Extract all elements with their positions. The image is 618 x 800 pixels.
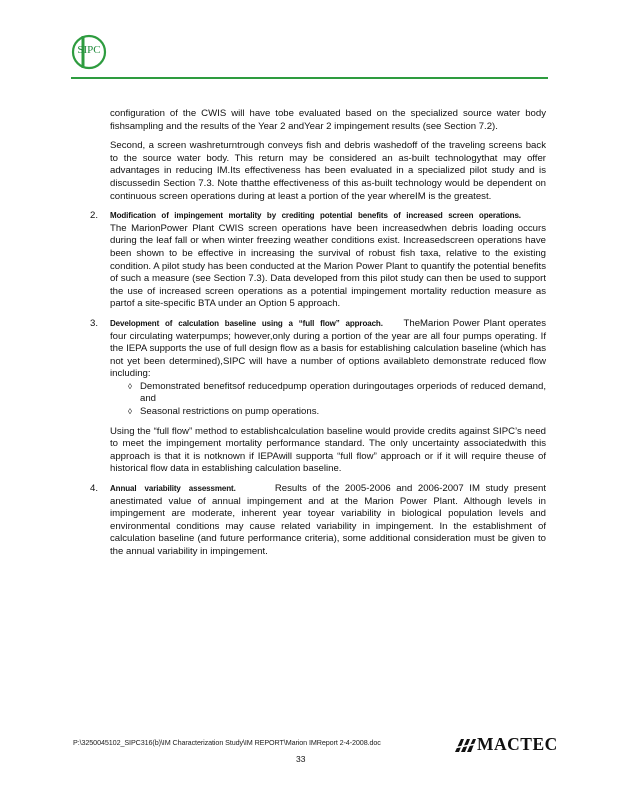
file-path: P:\3250045102_SIPC316(b)\IM Characterization Study\IM REPORT\Marion IMReport 2-4-2008.doc (73, 738, 381, 747)
bullet-item (128, 381, 546, 406)
numbered-item (90, 317, 546, 476)
paragraph: configuration of the CWIS will have tobe evaluated based on the specialized source water body fishsampling and the results of the Year 2 andYear 2 impingement results (see Section 7.2). (110, 108, 546, 132)
bullet-text: Demonstrated benefitsof reducedpump operation duringoutages orperiods of reduced demand, and (140, 380, 546, 405)
numbered-item (90, 483, 546, 559)
sipc-logo (70, 33, 108, 71)
bullet-text: Seasonal restrictions on pump operations. (140, 406, 320, 418)
company-name: MACTEC (477, 734, 558, 754)
item-heading: Development of calculation baseline using a “full flow” approach. (110, 318, 383, 328)
item-number: 4. (90, 483, 99, 495)
item-text: The MarionPower Plant CWIS screen operations have been increasedwhen debris loading occurs during the leaf fall or when winter freezing weather conditions exist. Increasedscreen operations have been shown to be effective in increasing the survival of robust fish taxa, relative to the existing condition. A pilot study has been conducted at the Marion Power Plant to quantify the potential benefits of such a measure (see Section 7.3). Data developed from this pilot study can then be used to support the use of increased screen operations as a potential impingement mortality reduction measure as partof a site-specific BTA under an Option 5 approach. (110, 222, 546, 310)
mactec-mark-icon (453, 736, 477, 754)
bullet-item (128, 406, 546, 419)
item-number: 2. (90, 210, 99, 222)
page-number: 33 (296, 754, 306, 764)
mactec-logo (453, 734, 558, 755)
logo-text: SIPC (77, 44, 101, 56)
item-text: Results of the 2005-2006 and 2006-2007 IM study present anestimated value of annual impingement and at the Marion Power Plant. Although levels in impingement are moderate, inherent year toyear variability in biological population levels and environmental conditions may cause related variability in impingement. In the establishment of calculation baseline (and future performance criteria), some additional consideration must be given to the annual variability in impingement. (110, 483, 546, 557)
item-text: TheMarion Power Plant operates four circulating waterpumps; however,only during a portion of the year are all four pumps operating. If the IEPA supports the use of full design flow as a basis for establishing calculation baseline (which has not yet been determined),SIPC will have a number of options availableto demonstrate reduced flow including: (110, 317, 546, 380)
numbered-item (90, 210, 546, 311)
bullet-icon: ◊ (128, 407, 132, 417)
item-number: 3. (90, 317, 99, 329)
paragraph: Using the “full flow” method to establishcalculation baseline would provide credits against SIPC’s need to meet the impingement mortality performance standard. The only uncertainty associatedwith this approach is that it is notknown if IEPAwill supporta “full flow” approach or if it will require theuse of historical flow data in establishing calculation baseline. (110, 425, 546, 475)
item-heading: Modification of impingement mortality by crediting potential benefits of increased screen operations. (110, 211, 521, 221)
paragraph: Second, a screen washreturntrough conveys fish and debris washedoff of the traveling screens back to the source water body. This return may be considered an as-built technologythat may offer advantages in reducing IM.Its effectiveness has been evaluated in a specialized pilot study and is discussedin Section 7.3. Note thatthe effectiveness of this as-built technology would be dependent on continuous screen operations during at least a portion of the year whereIM is the greatest. (110, 140, 546, 202)
header-rule (71, 77, 548, 79)
document-body (90, 108, 546, 566)
bullet-icon: ◊ (128, 381, 132, 391)
item-heading: Annual variability assessment. (110, 484, 236, 494)
